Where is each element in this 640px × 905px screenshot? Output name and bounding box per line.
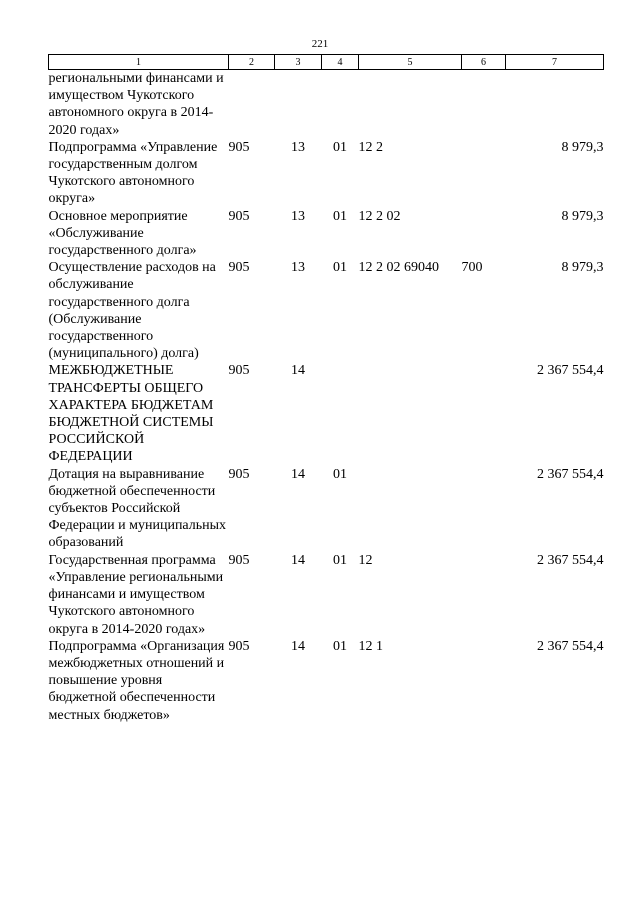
row-name: Основное мероприятие «Обслуживание государственного долга» <box>48 208 197 259</box>
column-number: 4 <box>322 55 359 70</box>
row-expense-type <box>462 70 506 139</box>
row-target-article: 12 2 02 69040 <box>358 260 439 276</box>
row-name: Подпрограмма «Управление государственным долгом Чукотского автономного округа» <box>48 139 218 207</box>
row-target-article <box>359 362 462 465</box>
table-row <box>49 208 604 260</box>
row-section <box>275 70 322 139</box>
row-target-article <box>359 70 462 139</box>
row-section: 13 <box>291 139 305 155</box>
column-number: 7 <box>506 55 604 70</box>
row-expense-type <box>462 466 506 552</box>
row-section: 13 <box>291 208 305 224</box>
page-number: 221 <box>311 38 329 50</box>
row-subsection <box>322 70 359 139</box>
row-section: 13 <box>291 260 305 276</box>
row-name: МЕЖБЮДЖЕТНЫЕ ТРАНСФЕРТЫ ОБЩЕГО ХАРАКТЕРА БЮДЖЕТАМ БЮДЖЕТНОЙ СИСТЕМЫ РОССИЙСКОЙ ФЕДЕРАЦИИ <box>48 363 214 465</box>
row-section: 14 <box>291 552 305 568</box>
row-subsection: 01 <box>333 638 347 654</box>
row-subsection: 01 <box>333 208 347 224</box>
row-admin-code: 905 <box>228 638 250 654</box>
row-name: Государственная программа «Управление региональными финансами и имуществом Чукотского автономного округа в 2014-2020 годах» <box>48 552 224 637</box>
row-name: Осуществление расходов на обслуживание государственного долга (Обслуживание государственного (муниципального) долга) <box>48 260 216 362</box>
row-admin-code: 905 <box>228 363 250 379</box>
row-admin-code: 905 <box>228 208 250 224</box>
row-sum: 8 979,3 <box>561 139 604 155</box>
row-admin-code: 905 <box>228 552 250 568</box>
row-expense-type <box>462 139 506 208</box>
row-expense-type <box>462 362 506 465</box>
row-subsection: 01 <box>333 466 347 482</box>
table-row <box>49 638 604 724</box>
row-subsection <box>322 362 359 465</box>
table-row <box>49 139 604 208</box>
row-section: 14 <box>291 466 305 482</box>
row-admin-code: 905 <box>228 466 250 482</box>
row-section: 14 <box>291 638 305 654</box>
column-number-row <box>49 55 604 70</box>
table-row <box>49 70 604 139</box>
row-admin-code: 905 <box>228 139 250 155</box>
row-sum <box>506 70 604 139</box>
table-row <box>49 362 604 465</box>
column-number: 6 <box>462 55 506 70</box>
row-subsection: 01 <box>333 552 347 568</box>
row-name: Подпрограмма «Организация межбюджетных отношений и повышение уровня бюджетной обеспеченности местных бюджетов» <box>48 638 225 723</box>
row-target-article: 12 2 <box>358 139 383 155</box>
table-row <box>49 259 604 362</box>
column-number: 3 <box>275 55 322 70</box>
column-number: 2 <box>229 55 275 70</box>
row-sum: 2 367 554,4 <box>537 363 604 379</box>
column-number: 1 <box>49 55 229 70</box>
row-expense-type <box>462 638 506 724</box>
row-expense-type: 700 <box>461 260 483 276</box>
column-number: 5 <box>359 55 462 70</box>
row-sum: 2 367 554,4 <box>537 466 604 482</box>
row-section: 14 <box>291 363 305 379</box>
row-sum: 8 979,3 <box>561 260 604 276</box>
row-expense-type <box>462 208 506 260</box>
budget-table <box>48 54 604 724</box>
row-sum: 2 367 554,4 <box>537 638 604 654</box>
row-sum: 2 367 554,4 <box>537 552 604 568</box>
row-name: Дотация на выравнивание бюджетной обеспеченности субъектов Российской Федерации и муниципальных образований <box>48 466 227 551</box>
row-admin-code: 905 <box>228 260 250 276</box>
row-sum: 8 979,3 <box>561 208 604 224</box>
row-subsection: 01 <box>333 139 347 155</box>
row-target-article: 12 2 02 <box>358 208 401 224</box>
row-subsection: 01 <box>333 260 347 276</box>
row-admin-code <box>229 70 275 139</box>
table-row <box>49 552 604 638</box>
row-target-article: 12 1 <box>358 638 383 654</box>
row-expense-type <box>462 552 506 638</box>
row-target-article: 12 <box>358 552 373 568</box>
row-target-article <box>359 466 462 552</box>
table-row <box>49 466 604 552</box>
row-name: региональными финансами и имуществом Чукотского автономного округа в 2014-2020 годах» <box>48 71 224 138</box>
